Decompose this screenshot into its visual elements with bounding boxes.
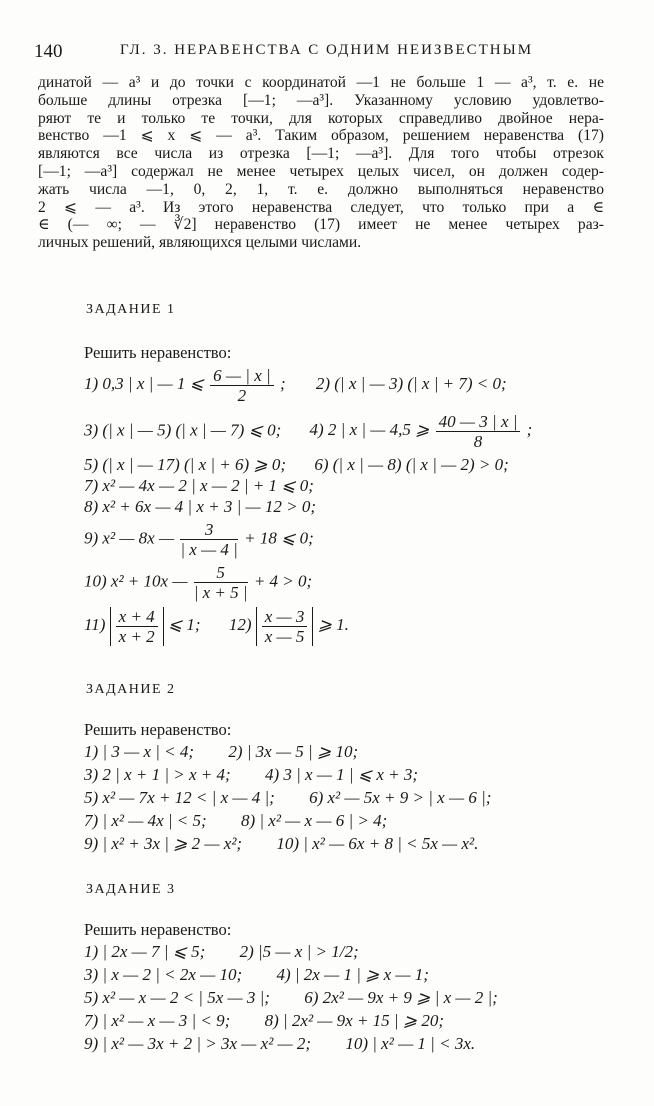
problem: 1) | 3 — x | < 4;	[84, 742, 195, 761]
fraction: $\frac{x + 4}{x + 2}$	[116, 607, 158, 646]
task2-row	[84, 811, 387, 831]
problem-4: 4) 2 | x | — 4,5 ⩾ $\frac{40 — 3 | x |}{8}$ ;	[309, 412, 533, 451]
task3-row	[84, 988, 498, 1008]
problem-7: 7) x² — 4x — 2 | x — 2 | + 1 ⩽ 0;	[84, 476, 314, 495]
problem: 6) 2x² — 9x + 9 ⩾ | x — 2 |;	[304, 988, 498, 1007]
text-line: 2 ⩽ — a³. Из этого неравенства следует, что только при a ∈	[38, 198, 604, 216]
problem: 10) | x² — 6x + 8 | < 5x — x².	[276, 834, 479, 853]
task2-instruction: Решить неравенство:	[84, 720, 232, 739]
task1-heading: ЗАДАНИЕ 1	[86, 302, 176, 317]
task1-line-5-6	[84, 455, 509, 475]
text-line: венство —1 ⩽ x ⩽ — a³. Таким образом, решением неравенства (17)	[38, 127, 604, 145]
task1-line-3-4	[84, 412, 532, 451]
fraction: $\frac{x — 3}{x — 5}$	[262, 607, 308, 646]
problem: 8) | x² — x — 6 | > 4;	[240, 811, 388, 830]
task2-row	[84, 765, 418, 785]
problem: 9) | x² — 3x + 2 | > 3x — x² — 2;	[84, 1034, 312, 1053]
problem-8: 8) x² + 6x — 4 | x + 3 | — 12 > 0;	[84, 497, 317, 516]
problem: 10) | x² — 1 | < 3x.	[345, 1034, 476, 1053]
fraction: $\frac{3}{| x — 4 |}$	[180, 520, 238, 559]
text-line: больше длины отрезка [—1; —a³]. Указанному условию удовлетво-	[38, 91, 604, 109]
text-line: [—1; —a³] содержал не менее четырех целых чисел, он должен содер-	[38, 162, 604, 180]
running-head: ГЛ. 3. НЕРАВЕНСТВА С ОДНИМ НЕИЗВЕСТНЫМ	[120, 42, 534, 58]
problem: 5) x² — 7x + 12 < | x — 4 |;	[84, 788, 275, 807]
problem: 3) 2 | x + 1 | > x + 4;	[84, 765, 231, 784]
text-line: ∈ (— ∞; — ∛2] неравенство (17) имеет не менее четырех раз-	[38, 216, 604, 234]
intro-paragraph	[38, 74, 604, 252]
task2-row	[84, 788, 491, 808]
problem-1: 1) 0,3 | x | — 1 ⩽ $\frac{6 — | x |}{2}$ ;	[84, 366, 286, 405]
problem: 7) | x² — x — 3 | < 9;	[84, 1011, 231, 1030]
fraction: $\frac{40 — 3 | x |}{8}$	[436, 412, 521, 451]
problem: 3) | x — 2 | < 2x — 10;	[84, 965, 243, 984]
problem: 1) | 2x — 7 | ⩽ 5;	[84, 942, 206, 961]
task3-heading: ЗАДАНИЕ 3	[86, 882, 176, 897]
text-line: динатой — a³ и до точки с координатой —1 не больше 1 — a³, т. е. не	[38, 74, 604, 91]
problem: 8) | 2x² — 9x + 15 | ⩾ 20;	[264, 1011, 445, 1030]
text-line: являются все числа из отрезка [—1; —a³]. Для того чтобы отрезок	[38, 145, 604, 163]
problem: 7) | x² — 4x | < 5;	[84, 811, 207, 830]
problem: 9) | x² + 3x | ⩾ 2 — x²;	[84, 834, 243, 853]
problem-12: 12) $\frac{x — 3}{x — 5}$ ⩾ 1.	[228, 607, 349, 646]
task3-row	[84, 1011, 444, 1031]
task2-row	[84, 742, 358, 762]
task3-row	[84, 1034, 475, 1054]
task2-row	[84, 834, 478, 854]
task2-heading: ЗАДАНИЕ 2	[86, 682, 176, 697]
task3-instruction: Решить неравенство:	[84, 920, 232, 939]
problem-11: 11) $\frac{x + 4}{x + 2}$ ⩽ 1;	[84, 607, 201, 646]
problem-10: 10) x² + 10x — $\frac{5}{| x + 5 |}$ + 4 > 0;	[84, 563, 313, 602]
problem-5: 5) (| x | — 17) (| x | + 6) ⩾ 0;	[84, 455, 287, 474]
text-line: личных решений, являющихся целыми числами.	[38, 234, 362, 252]
task3-row	[84, 942, 359, 962]
task3-row	[84, 965, 429, 985]
task1-instruction: Решить неравенство:	[84, 343, 232, 362]
problem: 2) | 3x — 5 | ⩾ 10;	[228, 742, 359, 761]
fraction: $\frac{6 — | x |}{2}$	[210, 366, 274, 405]
task1-line-11-12	[84, 607, 349, 646]
problem-6: 6) (| x | — 8) (| x | — 2) > 0;	[314, 455, 509, 474]
problem-3: 3) (| x | — 5) (| x | — 7) ⩽ 0;	[84, 420, 282, 440]
problem: 2) |5 — x | > 1/2;	[239, 942, 359, 961]
text-line: ряют те и только те точки, для которых справедливо двойное нера-	[38, 109, 604, 127]
problem-9: 9) x² — 8x — $\frac{3}{| x — 4 |}$ + 18 ⩽ 0;	[84, 520, 314, 559]
text-line: жать числа —1, 0, 2, 1, т. е. должно выполняться неравенство	[38, 180, 604, 198]
task1-line-1-2	[84, 366, 507, 405]
problem-2: 2) (| x | — 3) (| x | + 7) < 0;	[315, 374, 507, 394]
problem: 5) x² — x — 2 < | 5x — 3 |;	[84, 988, 270, 1007]
fraction: $\frac{5}{| x + 5 |}$	[193, 563, 248, 602]
problem: 4) | 2x — 1 | ⩾ x — 1;	[276, 965, 429, 984]
problem: 4) 3 | x — 1 | ⩽ x + 3;	[264, 765, 419, 784]
problem: 6) x² — 5x + 9 > | x — 6 |;	[309, 788, 492, 807]
page-number: 140	[34, 41, 63, 62]
